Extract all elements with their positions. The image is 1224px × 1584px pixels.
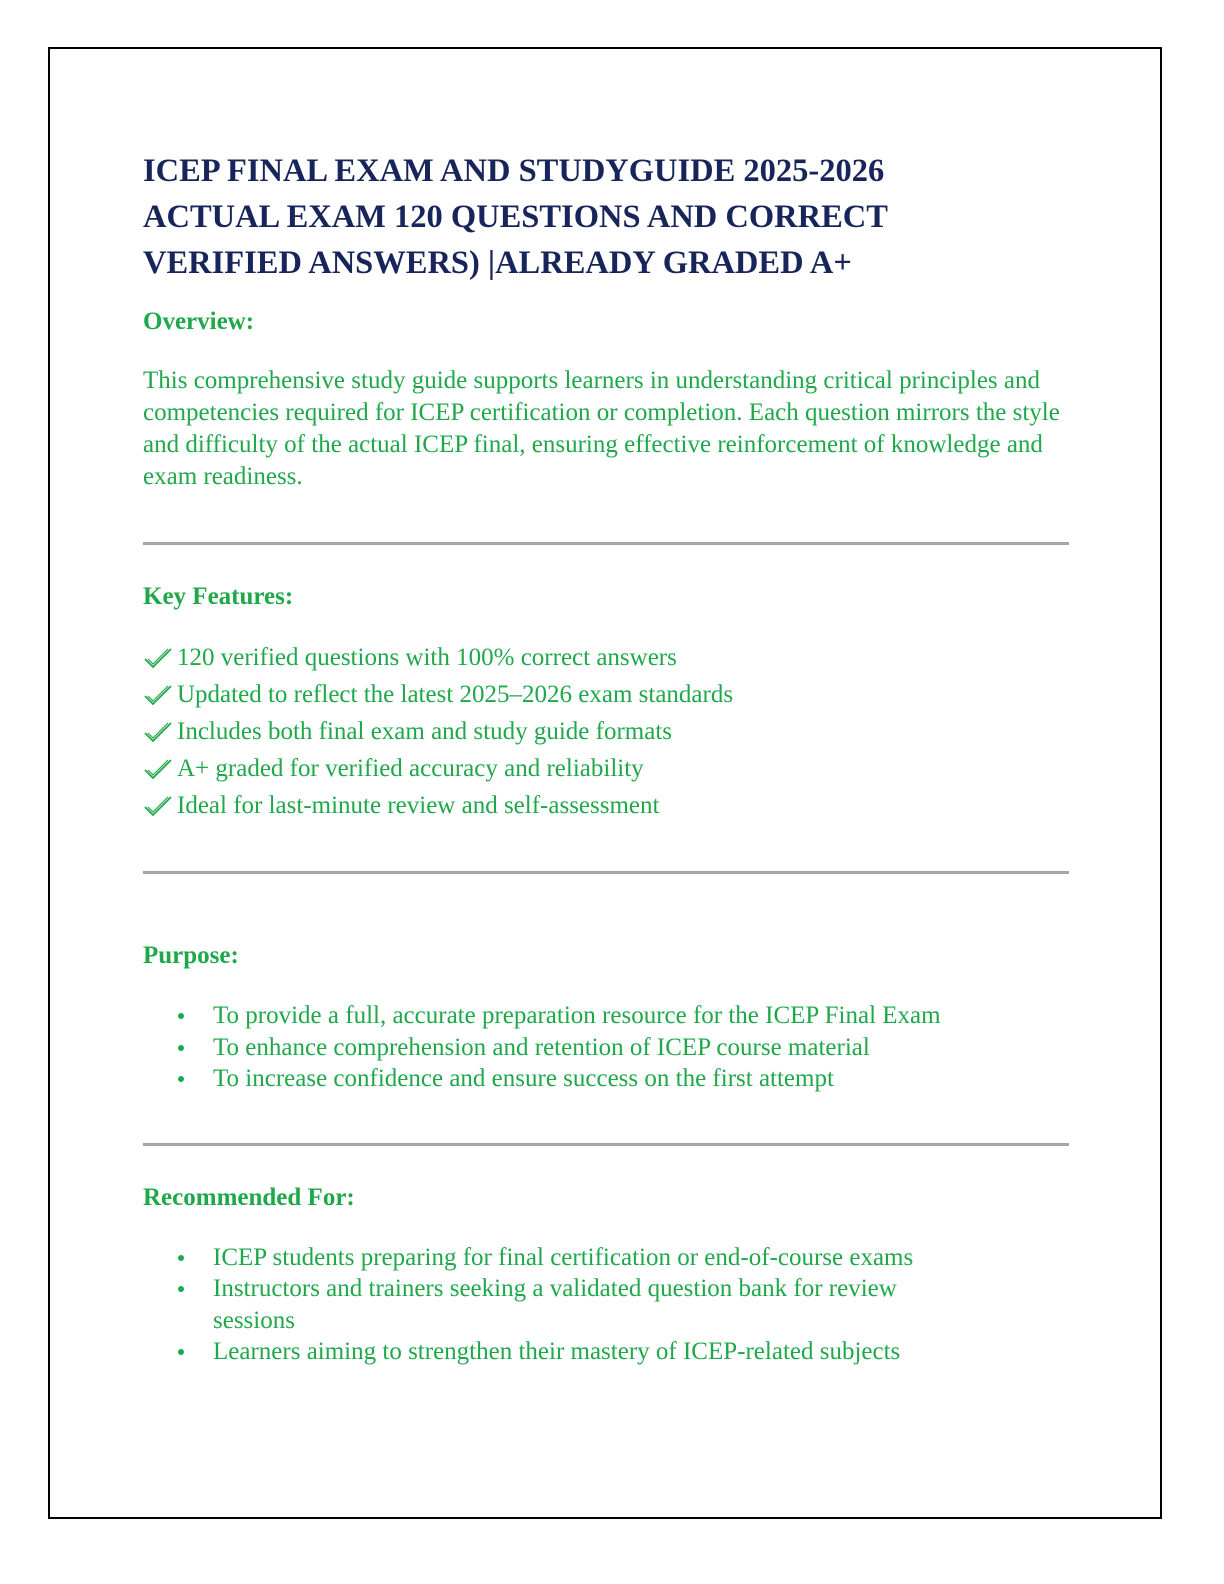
purpose-text: To enhance comprehension and retention of ICEP course material <box>213 1033 870 1061</box>
check-mark-icon <box>143 757 173 781</box>
check-mark-icon <box>143 683 173 707</box>
key-feature-text: Includes both final exam and study guide formats <box>177 718 673 745</box>
title-line: ACTUAL EXAM 120 QUESTIONS AND CORRECT <box>143 199 888 235</box>
purpose-text: To provide a full, accurate preparation resource for the ICEP Final Exam <box>213 1002 941 1029</box>
purpose-list <box>143 1000 1073 1095</box>
check-mark-icon <box>143 646 173 670</box>
recommended-text: ICEP students preparing for final certification or end-of-course exams <box>213 1243 914 1271</box>
list-item <box>143 1032 1073 1064</box>
section-divider <box>143 871 1069 874</box>
key-features-heading: Key Features: <box>143 583 294 610</box>
list-item <box>143 1273 1023 1336</box>
list-item <box>143 1336 1023 1368</box>
check-mark-icon <box>143 794 173 818</box>
check-mark-icon <box>143 720 173 744</box>
bullet-icon <box>178 1013 184 1019</box>
list-item <box>143 1000 1073 1032</box>
list-item <box>143 787 1073 824</box>
key-feature-text: A+ graded for verified accuracy and reliability <box>177 755 644 782</box>
document-content <box>143 148 1073 1368</box>
section-divider <box>143 1143 1069 1146</box>
recommended-for-list <box>143 1242 1023 1368</box>
recommended-text: Learners aiming to strengthen their mastery of ICEP-related subjects <box>213 1338 901 1365</box>
recommended-text: Instructors and trainers seeking a validated question bank for review sessions <box>213 1275 897 1334</box>
document-title <box>143 148 1073 286</box>
title-line: ICEP FINAL EXAM AND STUDYGUIDE 2025-2026 <box>143 153 885 189</box>
key-feature-text: 120 verified questions with 100% correct answers <box>177 644 677 671</box>
recommended-for-heading: Recommended For: <box>143 1183 355 1211</box>
overview-text: This comprehensive study guide supports learners in understanding critical principles and competencies required for ICEP certification or completion. Each question mirrors the style and difficulty of the actual ICEP final, ensuring effective reinforcement of knowledge and exam readiness. <box>143 367 1060 490</box>
bullet-icon <box>178 1255 184 1261</box>
key-feature-text: Updated to reflect the latest 2025–2026 exam standards <box>177 681 734 708</box>
bullet-icon <box>178 1349 184 1355</box>
list-item <box>143 1242 1023 1274</box>
list-item <box>143 676 1073 713</box>
bullet-icon <box>178 1286 184 1292</box>
section-divider <box>143 542 1069 545</box>
list-item <box>143 639 1073 676</box>
list-item <box>143 713 1073 750</box>
purpose-text: To increase confidence and ensure success on the first attempt <box>213 1065 834 1092</box>
bullet-icon <box>178 1076 184 1082</box>
key-features-list <box>143 639 1073 824</box>
purpose-heading: Purpose: <box>143 942 239 969</box>
list-item <box>143 750 1073 787</box>
key-feature-text: Ideal for last-minute review and self-assessment <box>177 792 660 819</box>
title-line: VERIFIED ANSWERS) |ALREADY GRADED A+ <box>143 245 852 281</box>
overview-heading: Overview: <box>143 308 255 335</box>
bullet-icon <box>178 1045 184 1051</box>
list-item <box>143 1063 1073 1095</box>
